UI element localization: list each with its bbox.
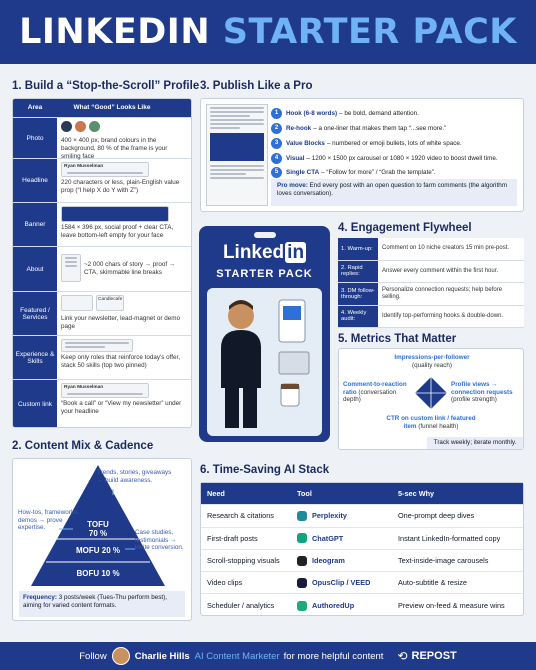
cell-need: First-draft posts	[207, 533, 258, 543]
note-trends: Trends, stories, giveaways → build awareness.	[97, 469, 172, 484]
table-row	[13, 246, 191, 291]
phone-screen	[283, 306, 301, 320]
avatar-samples	[61, 121, 187, 135]
row-label: Headline	[13, 159, 57, 202]
avatar	[75, 121, 86, 132]
logo-linked: Linked	[222, 242, 285, 263]
metrics-panel	[338, 348, 524, 450]
profile-table-header	[13, 99, 191, 117]
row-value	[57, 292, 191, 335]
mock-name: Ryan Musselman	[64, 385, 104, 390]
tip-text: – “Follow for more” / “Grab the template”.	[321, 169, 436, 176]
tip-number: 1	[271, 108, 282, 119]
mock-line	[210, 123, 264, 125]
mock-line	[210, 107, 264, 109]
tip-text: – be bold, demand attention.	[339, 110, 419, 117]
pro-move-note	[271, 179, 517, 206]
publish-tip	[271, 138, 462, 149]
row-label: Banner	[13, 203, 57, 246]
about-mock	[61, 254, 81, 282]
row-value	[57, 336, 191, 379]
post-mockup-image	[210, 133, 264, 161]
hang-hole	[254, 232, 276, 238]
tip-bold: Value Blocks	[286, 140, 325, 147]
metric-bottom-bold: CTR on custom link / featured item	[386, 415, 476, 430]
mock-line	[210, 165, 264, 167]
footer-role: AI Content Marketer	[194, 650, 280, 662]
cell-why: Auto-subtitle & resize	[398, 578, 467, 588]
repost-icon[interactable]: ⟲	[397, 649, 408, 663]
row-label: 4. Weekly audit:	[338, 306, 378, 328]
col-why: 5-sec Why	[398, 489, 435, 499]
row-value: Personalize connection requests; help before selling.	[382, 286, 503, 300]
row-label: Featured / Services	[13, 292, 57, 335]
avatar	[61, 121, 72, 132]
logo-in: in	[287, 242, 305, 263]
table-row	[201, 505, 523, 527]
tofu-label	[73, 521, 123, 539]
table-row	[13, 117, 191, 158]
table-row	[338, 261, 524, 284]
metric-right-bold: Profile views → connection requests	[451, 381, 513, 396]
banner-text: 1584 × 396 px, social proof + clear CTA, leave bottom-left empty for your face	[61, 224, 174, 239]
note-howtos: How-tos, frameworks, demos → prove expertise.	[18, 509, 79, 532]
custom-link-mock	[61, 383, 149, 398]
metric-top-bold: Impressions-per-follower	[394, 354, 470, 361]
metric-bottom	[383, 415, 479, 430]
tool-name: Perplexity	[312, 511, 347, 521]
content-mix-panel	[12, 458, 192, 621]
headline-text: 220 characters or less, plain-English value prop (“I help X do Y with Z”)	[61, 179, 180, 194]
tip-text: – numbered or emoji bullets, lots of white space.	[326, 140, 462, 147]
section-title-publish: 3. Publish Like a Pro	[200, 80, 313, 92]
linkedin-logo	[199, 242, 330, 264]
starter-pack-card	[199, 226, 330, 442]
row-label: Experience & Skills	[13, 336, 57, 379]
publish-tip	[271, 123, 446, 134]
cell-need: Scheduler / analytics	[207, 601, 275, 611]
footer-bar	[0, 642, 536, 670]
cell-why: Text-inside-image carousels	[398, 556, 489, 566]
post-mockup	[206, 104, 268, 206]
experience-text: Keep only roles that reinforce today's offer, stack 50 skills (top two pinned)	[61, 354, 181, 369]
table-header	[201, 483, 523, 505]
tip-number: 4	[271, 153, 282, 164]
row-label: 1. Warm-up:	[338, 238, 378, 260]
frequency-text: 3 posts/week (Tues-Thu perform best), aiming for varied content formats.	[23, 594, 167, 610]
tip-text: – 1200 × 1500 px carousel or 1080 × 1920 video to boost dwell time.	[306, 155, 498, 162]
publish-tip	[271, 153, 498, 164]
row-label: Custom link	[13, 380, 57, 428]
pro-move-label: Pro move:	[277, 182, 308, 189]
mock-line	[65, 261, 77, 263]
experience-mock	[61, 339, 133, 352]
tip-bold: Re-hook	[286, 125, 312, 132]
publish-panel	[200, 98, 524, 212]
laptop-accessory	[279, 352, 309, 374]
tip-bold: Hook (6-8 words)	[286, 110, 338, 117]
mock-line	[65, 346, 105, 348]
table-row	[201, 572, 523, 594]
metric-top-text: (quality reach)	[412, 361, 452, 369]
chatgpt-icon	[297, 533, 307, 543]
metric-right	[451, 381, 523, 404]
cell-why: Preview on-feed & measure wins	[398, 601, 505, 611]
table-row	[13, 379, 191, 428]
cell-tool	[297, 533, 392, 543]
publish-tip	[271, 167, 436, 178]
mock-line	[67, 172, 143, 174]
publish-tip	[271, 108, 419, 119]
banner-mock	[61, 206, 169, 222]
tool-name: AuthoredUp	[312, 601, 355, 611]
footer-more: for more helpful content	[283, 650, 384, 662]
weekly-note: Track weekly; iterate monthly.	[427, 437, 523, 449]
table-row	[338, 238, 524, 261]
featured-mocks	[61, 295, 187, 313]
table-row	[13, 158, 191, 202]
row-label: 3. DM follow-through:	[338, 283, 378, 305]
cell-tool	[297, 601, 392, 611]
section-title-mix: 2. Content Mix & Cadence	[12, 440, 154, 452]
cell-need: Video clips	[207, 578, 243, 588]
row-value	[57, 247, 191, 291]
row-value: Identify top-performing hooks & double-down.	[382, 312, 504, 319]
cell-tool	[297, 511, 392, 521]
row-value	[57, 159, 191, 202]
col-need: Need	[207, 489, 225, 499]
mock-line	[210, 111, 264, 113]
featured-mock	[61, 295, 93, 311]
metric-right-text: (profile strength)	[451, 396, 497, 404]
tip-text: – a one-liner that makes them tap “...see more.”	[313, 125, 447, 132]
note-cases: Case studies, testimonials → invite conversion.	[135, 529, 184, 552]
tip-bold: Single CTA	[286, 169, 320, 176]
tip-number: 3	[271, 138, 282, 149]
cell-need: Scroll-stopping visuals	[207, 556, 280, 566]
table-row	[201, 528, 523, 550]
featured-mock: Candlecafe	[96, 295, 124, 311]
tool-name: ChatGPT	[312, 533, 344, 543]
metric-left	[343, 381, 407, 404]
col-area: Area	[27, 104, 43, 111]
tofu-text: TOFU	[87, 520, 109, 529]
authoredup-icon	[297, 601, 307, 611]
metric-top	[391, 354, 473, 369]
mock-line	[65, 265, 77, 267]
frequency-label: Frequency:	[23, 594, 57, 601]
table-row	[338, 306, 524, 329]
page-header	[0, 0, 536, 64]
metric-left-text: (conversation depth)	[343, 388, 397, 404]
title-linkedin: LINKEDIN	[19, 12, 211, 52]
table-row	[201, 594, 523, 616]
tofu-percent: 70 %	[88, 528, 108, 538]
col-good: What “Good” Looks Like	[73, 104, 151, 111]
figure-leg	[225, 388, 239, 428]
ideogram-icon	[297, 556, 307, 566]
frequency-note	[19, 591, 185, 617]
coffee-lid	[281, 384, 299, 389]
row-label: About	[13, 247, 57, 291]
metric-left-bold: Comment-to-reaction ratio	[343, 381, 407, 396]
cell-tool	[297, 578, 392, 588]
tool-name: Ideogram	[312, 556, 345, 566]
tool-name: OpusClip / VEED	[312, 578, 371, 588]
cell-why: One-prompt deep dives	[398, 511, 475, 521]
section-title-engagement: 4. Engagement Flywheel	[338, 222, 472, 234]
table-row	[201, 550, 523, 572]
perplexity-icon	[297, 511, 307, 521]
mock-line	[210, 115, 250, 117]
table-row	[13, 291, 191, 335]
footer-name[interactable]: Charlie Hills	[134, 650, 190, 662]
page-title	[0, 0, 536, 64]
mock-line	[210, 169, 264, 171]
row-label: 2. Rapid replies:	[338, 261, 378, 283]
cell-why: Instant LinkedIn-formatted copy	[398, 533, 501, 543]
profile-table	[12, 98, 192, 428]
custom-link-text: “Book a call” or “View my newsletter” under your headline	[61, 400, 182, 415]
tip-bold: Visual	[286, 155, 305, 162]
mock-line	[210, 119, 264, 121]
author-avatar	[112, 647, 130, 665]
avatar	[89, 121, 100, 132]
mock-name: Ryan Musselman	[64, 164, 104, 169]
cell-need: Research & citations	[207, 511, 274, 521]
section-title-stack: 6. Time-Saving AI Stack	[200, 464, 330, 476]
section-title-profile: 1. Build a “Stop-the-Scroll” Profile	[12, 80, 200, 92]
repost-label[interactable]: REPOST	[411, 650, 457, 662]
table-row	[13, 335, 191, 379]
row-value: Answer every comment within the first hour.	[382, 267, 499, 274]
metric-bottom-text: (funnel health)	[418, 422, 459, 430]
cell-tool	[297, 556, 392, 566]
pro-move-text: End every post with an open question to farm comments (the algorithm loves conversation).	[277, 182, 507, 198]
opusclip-icon	[297, 578, 307, 588]
featured-text: Link your newsletter, lead-magnet or demo page	[61, 315, 181, 330]
row-value: Comment on 10 niche creators 15 min pre-post.	[382, 245, 510, 252]
mofu-label: MOFU 20 %	[75, 546, 120, 555]
col-tool: Tool	[297, 489, 312, 499]
mock-line	[65, 257, 77, 259]
tip-number: 2	[271, 123, 282, 134]
headline-mock	[61, 162, 149, 177]
footer-follow: Follow	[79, 650, 107, 662]
bofu-label: BOFU 10 %	[76, 569, 120, 578]
tip-number: 5	[271, 167, 282, 178]
title-starter-pack: STARTER PACK	[222, 12, 517, 52]
mock-line	[210, 127, 240, 129]
engagement-table	[338, 238, 524, 328]
photo-text: 400 × 400 px, brand colours in the background, 80 % of the frame is your smiling face	[61, 136, 168, 160]
blister	[207, 288, 322, 436]
figure-illustration	[207, 288, 322, 436]
row-value	[57, 118, 191, 158]
row-value	[57, 380, 191, 428]
mock-line	[210, 177, 264, 179]
mock-line	[65, 342, 129, 344]
mock-line	[210, 173, 246, 175]
row-label: Photo	[13, 118, 57, 158]
table-row	[13, 202, 191, 246]
mock-line	[67, 393, 143, 395]
ai-stack-table	[200, 482, 524, 616]
about-text: ~2 000 chars of story → proof → CTA, skimmable line breaks	[84, 261, 176, 276]
figure-body	[221, 330, 261, 388]
figure-leg	[243, 388, 257, 428]
section-title-metrics: 5. Metrics That Matter	[338, 333, 457, 345]
pack-subtitle: STARTER PACK	[216, 268, 313, 280]
row-value	[57, 203, 191, 246]
table-row	[338, 283, 524, 306]
